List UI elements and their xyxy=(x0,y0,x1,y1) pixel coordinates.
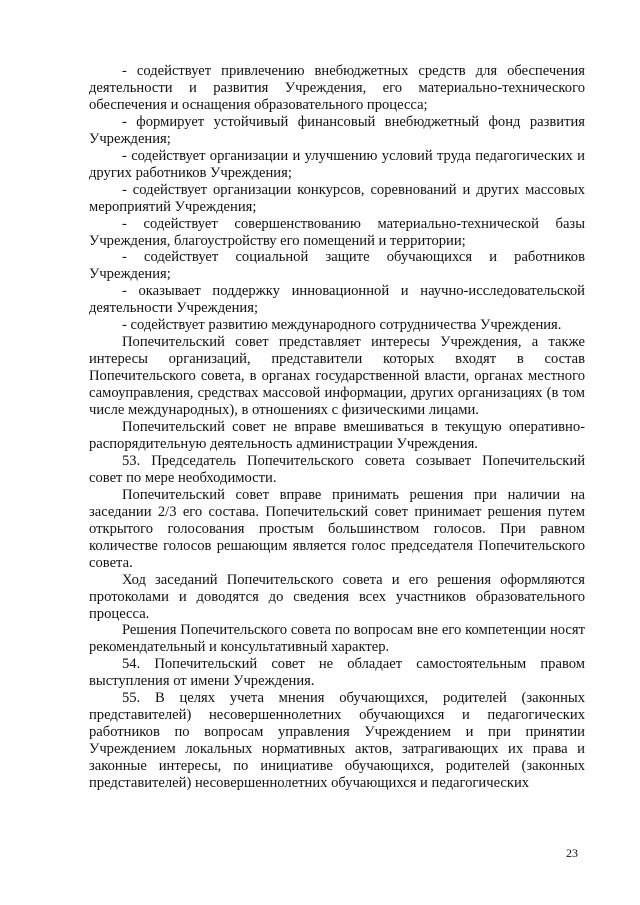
list-item-attract-funds: - содействует привлечению внебюджетных средств для обеспечения деятельности и развития Учреждения, его материально-технического обеспечения и оснащения образовательного процесса; xyxy=(89,63,585,113)
paragraph-quorum: Попечительский совет вправе принимать решения при наличии на заседании 2/3 его состава. Попечительский совет принимает решения путем открытого голосования простым большинством голосов. При равном количестве голосов решающим является голос председателя Попечительского совета. xyxy=(89,486,585,571)
page-number: 23 xyxy=(566,846,578,860)
clause-53: 53. Председатель Попечительского совета созывает Попечительский совет по мере необходимости. xyxy=(89,452,585,486)
list-item-working-conditions: - содействует организации и улучшению условий труда педагогических и других работников Учреждения; xyxy=(89,147,585,181)
list-item-extrabudgetary-fund: - формирует устойчивый финансовый внебюджетный фонд развития Учреждения; xyxy=(89,113,585,147)
list-item-social-protection: - содействует социальной защите обучающихся и работников Учреждения; xyxy=(89,249,585,283)
list-item-international-cooperation: - содействует развитию международного сотрудничества Учреждения. xyxy=(122,317,562,334)
document-body xyxy=(89,63,585,792)
paragraph-recommendations: Решения Попечительского совета по вопросам вне его компетенции носят рекомендательный и консультативный характер. xyxy=(89,622,585,656)
paragraph-minutes: Ход заседаний Попечительского совета и его решения оформляются протоколами и доводятся до сведения всех участников образовательного процесса. xyxy=(89,571,585,622)
clause-54: 54. Попечительский совет не обладает самостоятельным правом выступления от имени Учреждения. xyxy=(89,656,585,690)
paragraph-representation: Попечительский совет представляет интересы Учреждения, а также интересы организаций, представители которых входят в состав Попечительского совета, в органах государственной власти, органах местного самоуправления, средствах массовой информации, других организациях (в том числе международных), в отношениях с физическими лицами. xyxy=(89,334,585,419)
list-item-innovation-support: - оказывает поддержку инновационной и научно-исследовательской деятельности Учреждения; xyxy=(89,283,585,317)
list-item-competitions: - содействует организации конкурсов, соревнований и других массовых мероприятий Учреждения; xyxy=(89,181,585,215)
paragraph-non-interference: Попечительский совет не вправе вмешиваться в текущую оперативно-распорядительную деятельность администрации Учреждения. xyxy=(89,419,585,452)
clause-55: 55. В целях учета мнения обучающихся, родителей (законных представителей) несовершеннолетних обучающихся и педагогических работников по вопросам управления Учреждением и при принятии Учреждением локальных нормативных актов, затрагивающих их права и законные интересы, по инициативе обучающихся, родителей (законных представителей) несовершеннолетних обучающихся и педагогических xyxy=(89,690,585,792)
list-item-material-base: - содействует совершенствованию материально-технической базы Учреждения, благоустройству его помещений и территории; xyxy=(89,215,585,249)
